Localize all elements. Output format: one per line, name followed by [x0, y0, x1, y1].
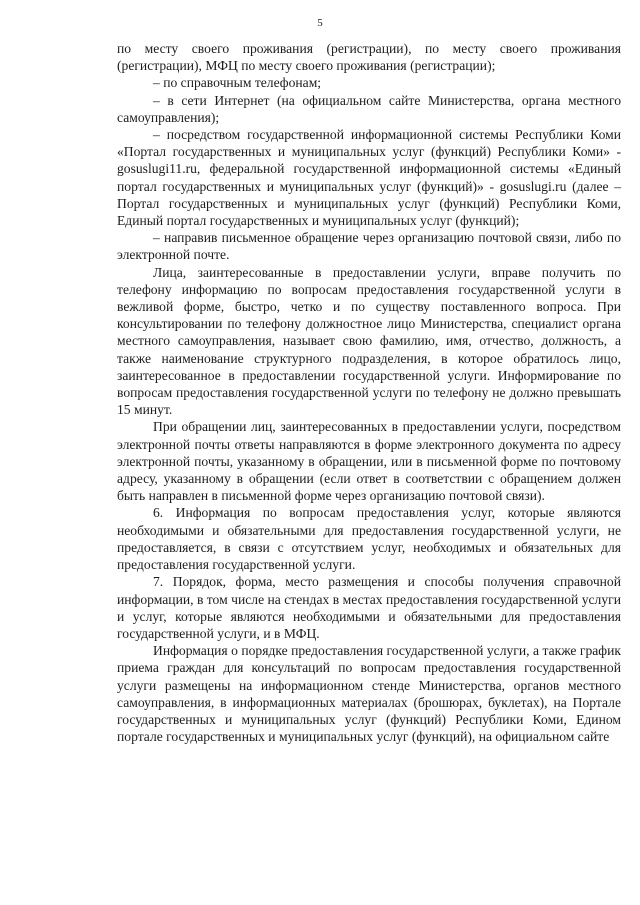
paragraph-info-placement: Информация о порядке предоставления государственной услуги, а также график приема граждан для консультаций по вопросам предоставления государственной услуги размещены на информационном стенде Министерства, органов местного самоуправления, в информационных материалах (брошюрах, буклетах), на Портале государственных и муниципальных услуг (функций) Республики Коми, Едином портале государственных и муниципальных услуг (функций), на официальном сайте	[117, 643, 621, 745]
paragraph-contact-places: по месту своего проживания (регистрации), по месту своего проживания (регистрации), МФЦ по месту своего проживания (регистрации);	[117, 41, 621, 74]
paragraph-written-request: – направив письменное обращение через организацию почтовой связи, либо по электронной почте.	[117, 230, 621, 263]
page-number: 5	[317, 17, 323, 29]
paragraph-by-phone: – по справочным телефонам;	[153, 75, 322, 91]
document-body	[117, 40, 621, 745]
paragraph-item-7: 7. Порядок, форма, место размещения и способы получения справочной информации, в том числе на стендах в местах предоставления государственной услуги и услуг, которые являются необходимыми и обязательными для предоставления государственной услуги, и в МФЦ.	[117, 574, 621, 641]
paragraph-phone-consultation: Лица, заинтересованные в предоставлении услуги, вправе получить по телефону информацию по вопросам предоставления государственной услуги в вежливой форме, быстро, четко и по существу поставленного вопроса. При консультировании по телефону должностное лицо Министерства, специалист органа местного самоуправления, называет свою фамилию, имя, отчество, должность, а также наименование структурного подразделения, в которое обратилось лицо, заинтересованное в предоставлении государственной услуги. Информирование по вопросам предоставления государственной услуги по телефону не должно превышать 15 минут.	[117, 264, 621, 418]
paragraph-email-replies: При обращении лиц, заинтересованных в предоставлении услуги, посредством электронной почты ответы направляются в форме электронного документа по адресу электронной почты, указанному в обращении, или в письменной форме по почтовому адресу, указанному в обращении (если ответ в соответствии с обращением должен быть направлен в письменной форме через организацию почтовой связи).	[117, 419, 621, 504]
paragraph-internet: – в сети Интернет (на официальном сайте Министерства, органа местного самоуправления);	[117, 92, 621, 125]
paragraph-portal: – посредством государственной информационной системы Республики Коми «Портал государственных и муниципальных услуг (функций) Республики Коми» - gosuslugi11.ru, федеральной государственной информационной системы «Единый портал государственных и муниципальных услуг (функций)» - gosuslugi.ru (далее – Портал государственных и муниципальных услуг (функций) Республики Коми, Единый портал государственных и муниципальных услуг (функций);	[117, 127, 621, 229]
paragraph-item-6: 6. Информация по вопросам предоставления услуг, которые являются необходимыми и обязательными для предоставления государственной услуги, не предоставляется, в связи с отсутствием услуг, необходимых и обязательных для предоставления государственной услуги.	[117, 505, 621, 573]
